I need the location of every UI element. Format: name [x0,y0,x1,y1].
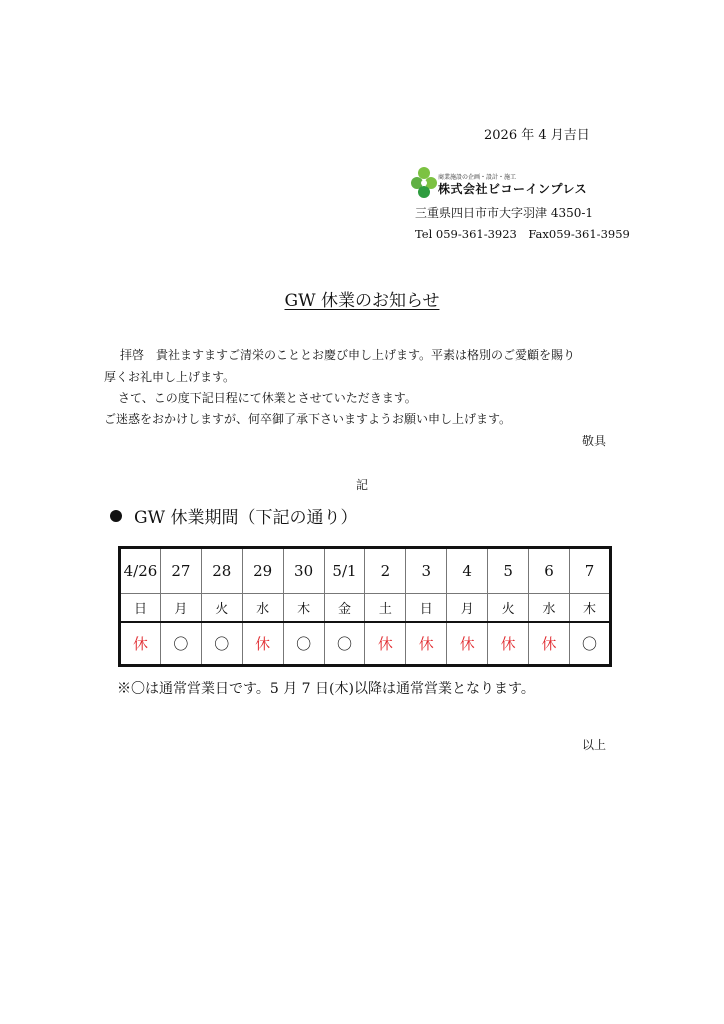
clover-logo-icon [410,166,438,200]
calendar-date-cell: 28 [201,548,242,594]
calendar-weekday-cell: 月 [447,594,488,623]
calendar-status-cell: 〇 [324,622,365,666]
closing-keigu: 敬具 [582,434,607,448]
section-heading [110,503,357,528]
calendar-weekdays-row [120,594,611,623]
ki-mark: 記 [355,478,368,492]
calendar-weekday-cell: 木 [283,594,324,623]
calendar-date-cell: 27 [160,548,201,594]
calendar-weekday-cell: 土 [365,594,406,623]
calendar-date-cell: 4 [447,548,488,594]
end-mark: 以上 [582,738,607,752]
document-date: 2026 年 4 月吉日 [484,128,590,143]
calendar-date-cell: 5 [488,548,529,594]
calendar-status-cell: 休 [365,622,406,666]
body-line-4: ご迷惑をおかけしますが、何卒御了承下さいますようお願い申し上げます。 [104,412,512,426]
calendar-status-cell: 〇 [283,622,324,666]
calendar-date-cell: 5/1 [324,548,365,594]
calendar-status-cell: 休 [488,622,529,666]
holiday-calendar-table [118,546,612,667]
calendar-status-cell: 休 [447,622,488,666]
calendar-weekday-cell: 金 [324,594,365,623]
calendar-date-cell: 2 [365,548,406,594]
body-line-1: 拝啓 貴社ますますご清栄のこととお慶び申し上げます。平素は格別のご愛顧を賜り [120,348,576,362]
calendar-weekday-cell: 木 [569,594,610,623]
logo-tagline: 商業施設の企画・設計・施工 [438,174,517,181]
calendar-weekday-cell: 日 [406,594,447,623]
calendar-weekday-cell: 火 [488,594,529,623]
calendar-weekday-cell: 火 [201,594,242,623]
calendar-weekday-cell: 水 [529,594,570,623]
calendar-status-row [120,622,611,666]
calendar-date-cell: 4/26 [120,548,161,594]
calendar-weekday-cell: 月 [160,594,201,623]
calendar-weekday-cell: 水 [242,594,283,623]
calendar-dates-row [120,548,611,594]
calendar-status-cell: 〇 [201,622,242,666]
calendar-status-cell: 休 [242,622,283,666]
page-title-text: GW 休業のお知らせ [284,291,440,311]
calendar-status-cell: 〇 [569,622,610,666]
section-heading-text: GW 休業期間（下記の通り） [134,508,358,528]
page-title [0,286,724,311]
business-note: ※〇は通常営業日です。5 月 7 日(木)以降は通常営業となります。 [117,681,535,697]
calendar-date-cell: 7 [569,548,610,594]
calendar-weekday-cell: 日 [120,594,161,623]
calendar-status-cell: 休 [529,622,570,666]
company-contact: Tel 059-361-3923 Fax059-361-3959 [415,227,630,241]
calendar-status-cell: 〇 [160,622,201,666]
bullet-icon [110,510,122,522]
body-line-2: 厚くお礼申し上げます。 [104,370,236,384]
company-logo [410,166,610,200]
calendar-status-cell: 休 [120,622,161,666]
calendar-status-cell: 休 [406,622,447,666]
calendar-date-cell: 6 [529,548,570,594]
calendar-date-cell: 3 [406,548,447,594]
logo-company-name: 株式会社ビコーインプレス [438,182,588,196]
body-line-3: さて、この度下記日程にて休業とさせていただきます。 [118,391,417,405]
calendar-date-cell: 30 [283,548,324,594]
calendar-date-cell: 29 [242,548,283,594]
company-address: 三重県四日市市大字羽津 4350-1 [415,206,594,220]
